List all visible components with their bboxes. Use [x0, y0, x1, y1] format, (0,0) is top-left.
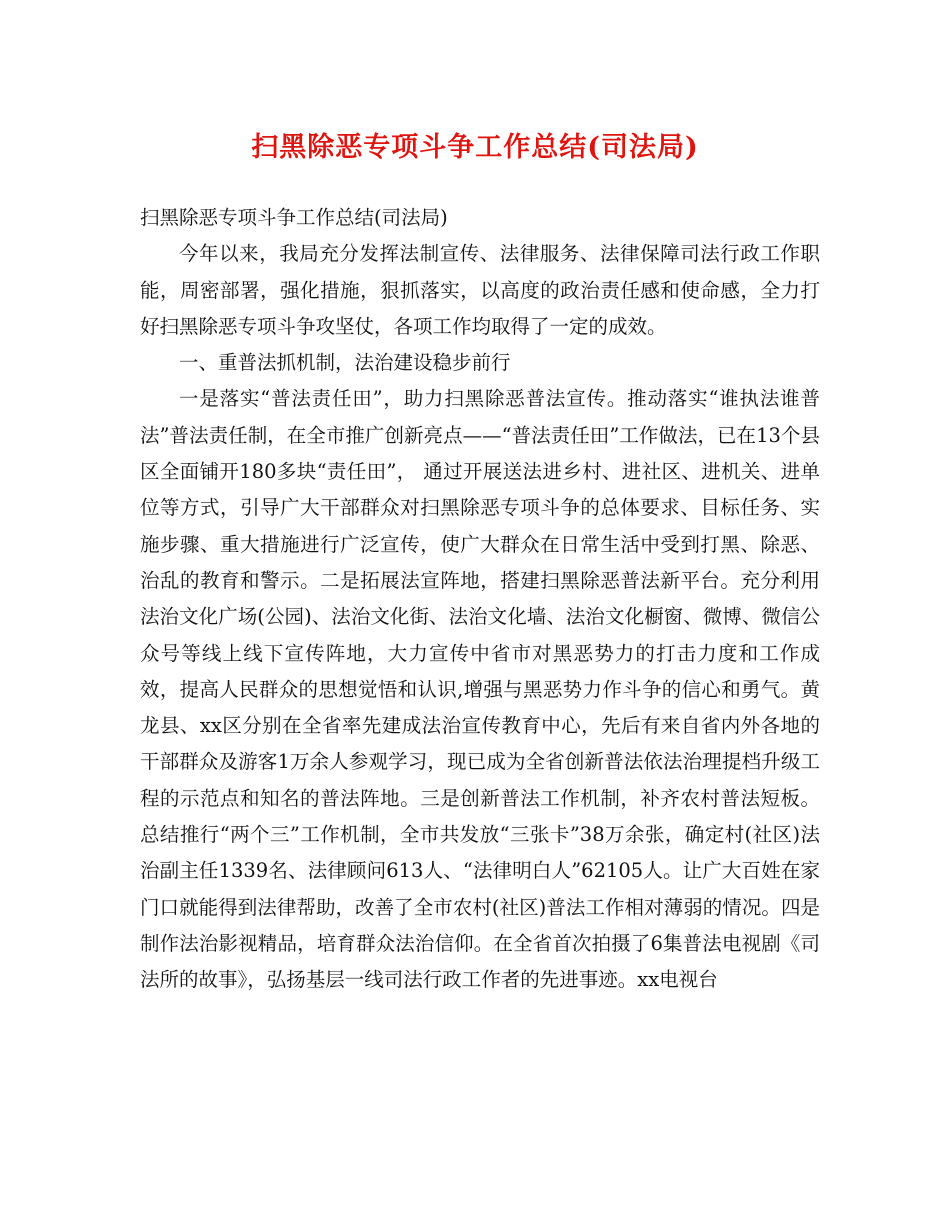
document-body — [140, 200, 820, 999]
document-title: 扫黑除恶专项斗争工作总结(司法局) — [251, 132, 699, 163]
intro-paragraph: 今年以来，我局充分发挥法制宣传、法律服务、法律保障司法行政工作职能，周密部署，强化措施，狠抓落实，以高度的政治责任感和使命感，全力打好扫黑除恶专项斗争攻坚仗，各项工作均取得了一定的成效。 — [140, 242, 820, 338]
document-subtitle-line: 扫黑除恶专项斗争工作总结(司法局) — [140, 206, 448, 229]
section-paragraph: 一是落实“普法责任田”，助力扫黑除恶普法宣传。推动落实“谁执法谁普法”普法责任制，在全市推广创新亮点——“普法责任田”工作做法，已在13个县区全面铺开180多块“责任田”， 通过开展送法进乡村、进社区、进机关、进单位等方式，引导广大干部群众对扫黑除恶专项斗争的总体要求、目标任务、实施步骤、重大措施进行广泛宣传，使广大群众在日常生活中受到打黑、除恶、治乱的教育和警示。二是拓展法宣阵地，搭建扫黑除恶普法新平台。充分利用法治文化广场(公园)、法治文化街、法治文化墙、法治文化橱窗、微博、微信公众号等线上线下宣传阵地，大力宣传中省市对黑恶势力的打击力度和工作成效，提高人民群众的思想觉悟和认识,增强与黑恶势力作斗争的信心和勇气。黄龙县、xx区分别在全省率先建成法治宣传教育中心，先后有来自省内外各地的干部群众及游客1万余人参观学习，现已成为全省创新普法依法治理提档升级工程的示范点和知名的普法阵地。三是创新普法工作机制，补齐农村普法短板。总结推行“两个三”工作机制，全市共发放“三张卡”38万余张，确定村(社区)法治副主任1339名、法律顾问613人、“法律明白人”62105人。让广大百姓在家门口就能得到法律帮助，改善了全市农村(社区)普法工作相对薄弱的情况。四是制作法治影视精品，培育群众法治信仰。在全省首次拍摄了6集普法电视剧《司法所的故事》，弘扬基层一线司法行政工作者的先进事迹。xx电视台 — [140, 387, 820, 992]
section-heading: 一、重普法抓机制，法治建设稳步前行 — [179, 351, 511, 375]
